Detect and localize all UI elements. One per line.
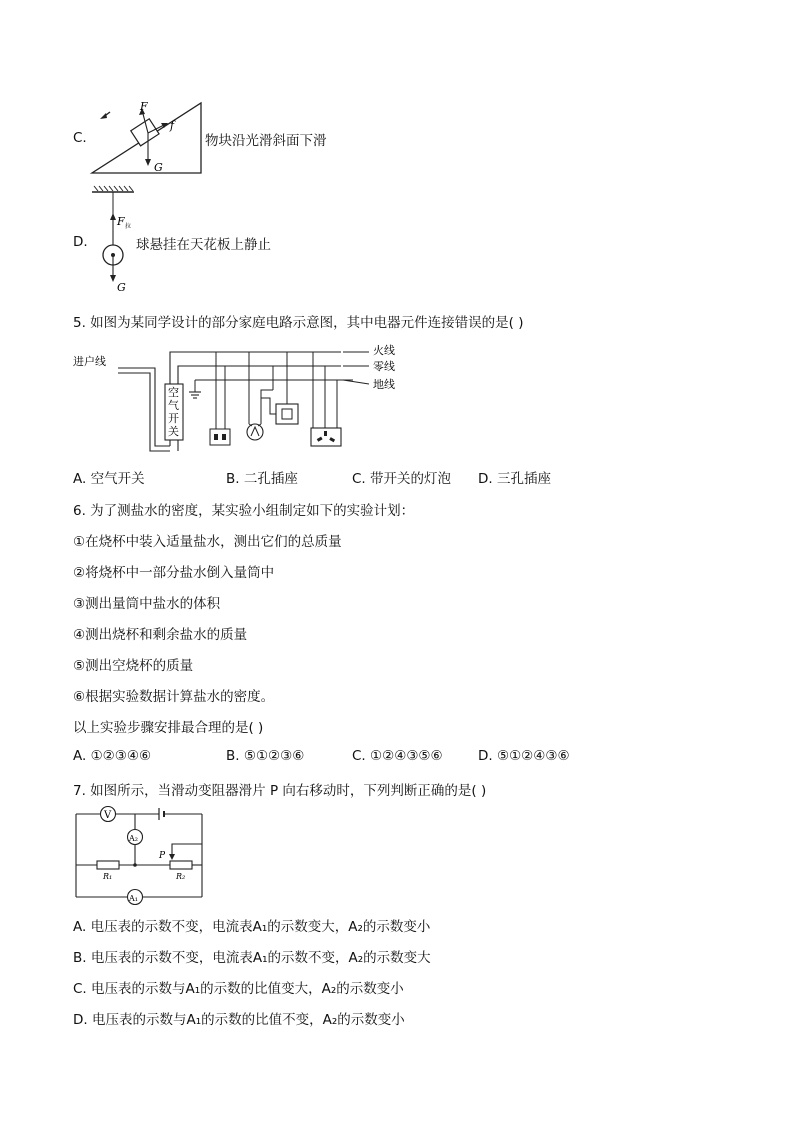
ammeter-a1-label: A₁: [129, 894, 138, 903]
q6-options: [73, 748, 733, 768]
q7-option-c[interactable]: C. 电压表的示数与A₁的示数的比值变大，A₂的示数变小: [73, 981, 404, 997]
ground-wire-label: 地线: [373, 378, 395, 391]
voltmeter-label: V: [104, 810, 112, 821]
r2-label: R₂: [176, 872, 186, 881]
q6-option-b[interactable]: B. ⑤①②③⑥: [226, 748, 305, 764]
q6-option-d[interactable]: D. ⑤①②④③⑥: [478, 748, 570, 764]
q5-option-b[interactable]: B. 二孔插座: [226, 471, 298, 487]
q6-option-c[interactable]: C. ①②④③⑤⑥: [352, 748, 443, 764]
option-c-letter: C.: [73, 130, 87, 146]
q6-step-5: ⑤测出空烧杯的质量: [73, 658, 194, 674]
q5-option-a[interactable]: A. 空气开关: [73, 471, 145, 487]
option-d-letter: D.: [73, 234, 88, 250]
q6-step-6: ⑥根据实验数据计算盐水的密度。: [73, 689, 275, 705]
breaker-char-1: 空: [168, 386, 179, 399]
gravity-label-d: G: [117, 281, 126, 294]
rheostat-circuit-diagram: [72, 806, 207, 906]
q6-option-a[interactable]: A. ①②③④⑥: [73, 748, 152, 764]
q6-step-2: ②将烧杯中一部分盐水倒入量筒中: [73, 565, 275, 581]
live-wire-label: 火线: [373, 344, 395, 357]
q5-option-d[interactable]: D. 三孔插座: [478, 471, 551, 487]
breaker-char-2: 气: [168, 399, 179, 412]
ammeter-a2-label: A₂: [129, 834, 138, 843]
friction-label: f: [170, 119, 175, 132]
q6-step-1: ①在烧杯中装入适量盐水，测出它们的总质量: [73, 534, 342, 550]
q6-step-4: ④测出烧杯和剩余盐水的质量: [73, 627, 248, 643]
q7-option-a[interactable]: A. 电压表的示数不变，电流表A₁的示数变大，A₂的示数变小: [73, 919, 431, 935]
q7-option-d[interactable]: D. 电压表的示数与A₁的示数的比值不变，A₂的示数变小: [73, 1012, 405, 1028]
slider-p-label: P: [159, 851, 166, 861]
tension-sub-label: 拉: [125, 223, 132, 230]
hanging-ball-diagram: [88, 183, 138, 295]
gravity-label: G: [154, 161, 163, 174]
q7-stem: 7. 如图所示，当滑动变阻器滑片 P 向右移动时，下列判断正确的是( ): [73, 783, 487, 799]
incline-diagram: [88, 98, 208, 180]
q6-stem: 6. 为了测盐水的密度，某实验小组制定如下的实验计划：: [73, 503, 415, 519]
r1-label: R₁: [103, 872, 113, 881]
breaker-char-3: 开: [168, 412, 179, 425]
inlet-label: 进户线: [73, 355, 106, 368]
q5-stem: 5. 如图为某同学设计的部分家庭电路示意图，其中电器元件连接错误的是( ): [73, 315, 524, 331]
breaker-char-4: 关: [168, 425, 179, 438]
q5-options: [73, 467, 733, 487]
neutral-wire-label: 零线: [373, 360, 395, 373]
q5-option-c[interactable]: C. 带开关的灯泡: [352, 471, 452, 487]
force-f-label: F: [140, 100, 148, 113]
household-circuit-diagram: [73, 340, 413, 452]
q7-option-b[interactable]: B. 电压表的示数不变，电流表A₁的示数不变，A₂的示数变大: [73, 950, 431, 966]
option-d-text: 球悬挂在天花板上静止: [136, 237, 271, 253]
q6-question: 以上实验步骤安排最合理的是( ): [73, 720, 264, 736]
q6-step-3: ③测出量筒中盐水的体积: [73, 596, 221, 612]
tension-label: F: [117, 215, 125, 228]
option-c-text: 物块沿光滑斜面下滑: [205, 133, 327, 149]
